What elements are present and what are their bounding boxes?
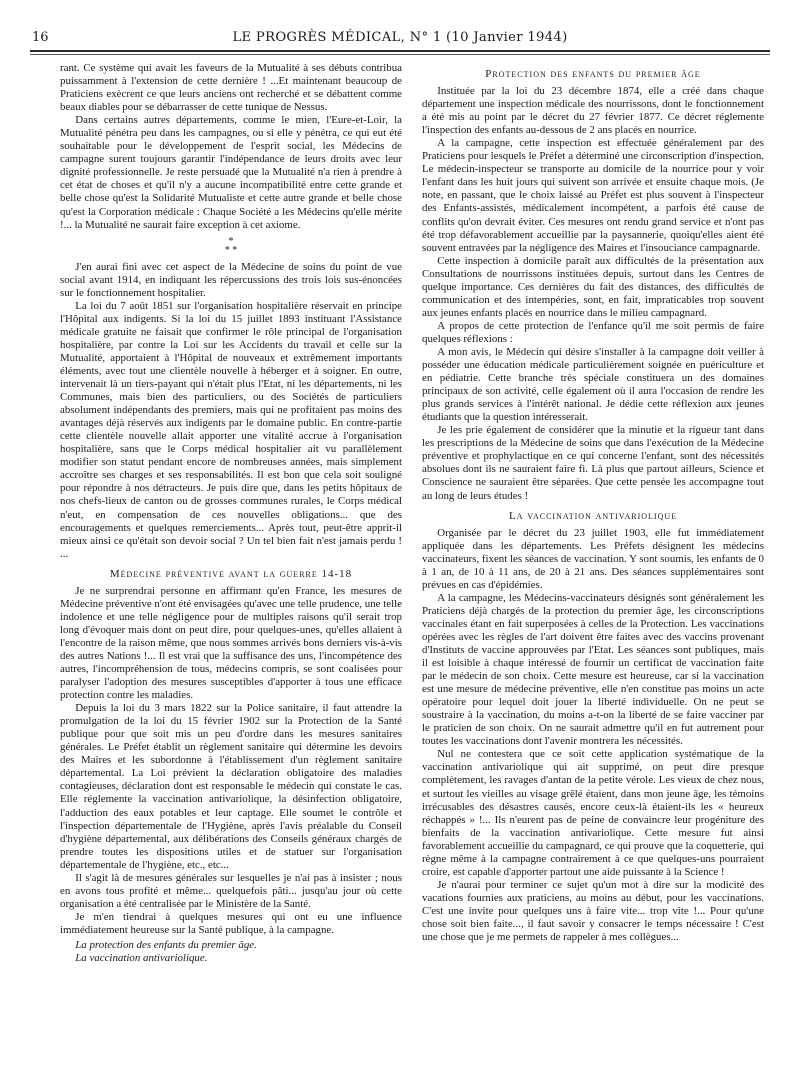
paragraph: A la campagne, cette inspection est effectuée généralement par des Praticiens pour lesquels le Préfet a déterminé une circonscription d'inspection. Le médecin-inspecteur se transporte au domicile de la nourrice pour y voir l'enfant dans les huit jours qui suivent son arrivée et ensuite chaque mois. (Je note, en passant, que le choix laissé au Préfet est plus souvent à l'inspecteur des Enfants-assistés, médicalement incompétent, a parfois été cause de conflits qu'on devrait éviter. Ces mesures ont rendu grand service et n'ont pas été trop défavorablement accueillie par la paysannerie, quoiqu'elles aient été souvent entravées par la négligence des Maires et l'insouciance campagnarde. (422, 137, 764, 254)
topic-item: La vaccination antivariolique. (75, 952, 208, 965)
paragraph: Cette inspection à domicile paraît aux difficultés de la présentation aux Consultations de nourrissons instituées depuis, surtout dans les Centres de quelque importance. Ces dernières du fait des distances, des difficultés de communication et des intempéries, sont, en fait, impraticables trop souvent aux jeunes enfants placés en nourrice dans le milieu campagnard. (422, 254, 764, 319)
paragraph: Instituée par la loi du 23 décembre 1874, elle a créé dans chaque département une inspection médicale des nourrissons, dont le fonctionnement a été mis au point par le décret du 27 février 1877. Ce décret réglemente l'inspection des enfants au-dessous de 2 ans placés en nourrice. (422, 85, 764, 137)
paragraph: Depuis la loi du 3 mars 1822 sur la Police sanitaire, il faut attendre la promulgation de la loi du 15 février 1902 sur la Protection de la Santé publique pour que soit mis un peu d'ordre dans les mesures sanitaires générales. Le Préfet établit un règlement sanitaire qui détermine les devoirs des Maires et les subordonne à l'établissement d'un règlement sanitaire départemental. La Loi prévient la déclaration obligatoire des maladies contagieuses, déclaration dont est responsable le médecin qui constate le cas. Elle réglemente la vaccination antivariolique, la désinfection obligatoire, l'adduction des eaux potables et leur captage. Elle soumet le contrôle et l'inspection départementale de l'Hygiène, après l'avis préalable du Conseil d'hygiène départemental, aux délibérations des Conseils généraux chargés de prendre toutes les dispositions utiles et de statuer sur l'organisation départementale de l'hygiène, etc., etc... (60, 702, 402, 871)
paragraph: rant. Ce système qui avait les faveurs de la Mutualité à ses débuts contribua puissamment à l'extension de cette dernière ! ...Et maintenant beaucoup de Praticiens exècrent ce que leurs anciens ont recherché et se débattent comme beaux diables pour se débarrasser de cette tunique de Nessus. (60, 62, 402, 114)
right-column (422, 62, 764, 1062)
page-header (30, 28, 770, 50)
paragraph: La loi du 7 août 1851 sur l'organisation hospitalière réservait en principe l'Hôpital aux indigents. Si la loi du 15 juillet 1893 instituant l'Assistance médicale gratuite ne faisait que confirmer le rôle principal de l'organisation hospitalière, par contre la Loi sur les Accidents du travail et celle sur la Mutualité, apportaient à l'Hôpital de nouveaux et extrêmement importants éléments, avec tout une clientèle nouvelle à héberger et à soigner. En outre, intervenait là un tiers-payant qui n'était plus l'Etat, ni les départements, ni les Communes, mais bien des particuliers, ou des Sociétés de particuliers absolument indépendants des premiers, mais qui ne profitaient pas moins des avantages déjà réservés aux indigents par le domaine public. En contre-partie cette clientèle nouvelle allait apporter une vitalité accrue à l'organisation hospitalière, sans que le Corps médical hospitalier ait vu parallèlement modifier son statut pendant encore de nombreuses années, mais simplement accroître ses charges et ses responsabilités. Il est bon que cela soit souligné pour répondre à nos détracteurs. Je puis dire que, dans les petits hôpitaux de nos chefs-lieux de canton ou de grosses communes rurales, le Corps médical n'eut, en compensation de ces nouvelles obligations... que des encouragements et quelques remerciements... Après tout, peut-être apprit-il mieux ainsi ce qu'était son devoir social ? Un tel bien fait n'est jamais perdu ! ... (60, 299, 402, 560)
left-column (60, 62, 402, 1062)
paragraph: Je n'aurai pour terminer ce sujet qu'un mot à dire sur la modicité des vacations fournies aux praticiens, au moins au début, pour les vaccinations. C'est une invite pour quelques uns à faire vite... trop vite !... Pour qu'une chose soit bien faite..., il faut savoir y consacrer le temps nécessaire ! C'est une chose que je me permets de rappeler à mes collègues... (422, 878, 764, 944)
running-title: LE PROGRÈS MÉDICAL, N° 1 (10 Janvier 1944) (232, 30, 568, 45)
paragraph: A la campagne, les Médecins-vaccinateurs désignés sont généralement les Praticiens déjà chargés de la protection du premier âge, les circonscriptions vaccinales étant en fait superposées à celles de la Protection. Les vaccinations opérées avec les règles de l'art doivent être faites avec des vaccins provenant d'Instituts de vaccine approuvées par l'Etat. Les séances sont publiques, mais il est loisible à chaque intéressé de fournir un certificat de vaccination faite par le médecin de son choix. Cette mesure est heureuse, car si la vaccination est une mesure de médecine préventive, elle n'en constitue pas moins un acte opératoire pour lequel doit jouer la liberté individuelle. On ne peut se soustraire à la vaccination, du moins a-t-on la liberté de se faire vacciner par le praticien de son choix. On ne saurait admettre qu'il en fut autrement pour toutes les vaccinations dont l'avenir montrera les nécessités. (422, 591, 764, 748)
paragraph: Organisée par le décret du 23 juillet 1903, elle fut immédiatement appliquée dans les départements. Les Préfets désignent les médecins vaccinateurs, fixent les séances de vaccination. Y sont soumis, les enfants de 0 à 1 an, de 10 à 11 ans, de 20 à 21 ans. Des séances supplémentaires sont prévues en cas d'épidémies. (422, 526, 764, 591)
paragraph: Je ne surprendrai personne en affirmant qu'en France, les mesures de Médecine préventive n'ont été envisagées qu'avec une telle prudence, une telle indolence et une telle négligence pour de multiples raisons qu'il serait trop long d'évoquer mais dont on peut dire, pour quelques-unes, qu'elles allaient à l'encontre de la raison même, que nous sommes arrivés bons derniers vis-à-vis des autres Nations !... Il est vrai que la suffisance des uns, l'incompétence des autres, l'incompréhension de tous, médecins compris, se sont coalisées pour paralyser l'adoption des mesures susceptibles d'apporter à tous une efficace protection contre les maladies. (60, 584, 402, 702)
header-rule (30, 50, 770, 52)
topic-list (60, 939, 402, 965)
section-title: Protection des enfants du premier âge (485, 68, 701, 80)
section-title: La vaccination antivariolique (508, 509, 678, 522)
header-rule-thin (30, 54, 770, 55)
paragraph: J'en aurai fini avec cet aspect de la Médecine de soins du point de vue social avant 1914, en indiquant les répercussions des trois lois sus-énoncées sur le fonctionnement hospitalier. (60, 260, 402, 299)
paragraph: Dans certains autres départements, comme le mien, l'Eure-et-Loir, la Mutualité pénétra peu dans les campagnes, ou si elle y pénétra, ce qui eut été souhaitable pour le développement de l'esprit social, les Médecins de campagne surent toujours garantir l'indépendance de leurs droits avec leur dignité professionnelle. Je reste persuadé que la Mutualité n'a rien à prendre à cet état de choses et qu'il n'y a aucune incompatibilité entre cette grande et belle chose qu'est la Solidarité Mutualiste et cette autre grande et belle chose qu'est la Corporation médicale : Chaque Société a les Médecins qu'elle mérite !... la Mutualité ne saurait faire exception à cet axiome. (60, 114, 402, 231)
paragraph: A propos de cette protection de l'enfance qu'il me soit permis de faire quelques réflexions : (422, 319, 764, 345)
topic-item: La protection des enfants du premier âge. (75, 939, 257, 951)
page-number: 16 (32, 30, 49, 45)
paragraph: Nul ne contestera que ce soit cette application systématique de la vaccination antivariolique qui ait supprimé, on peut dire presque complètement, les ravages d'antan de la petite vérole. Les vieux de chez nous, et surtout les vieilles au visage grêlé étaient, dans mon jeune âge, les témoins irrécusables des désastres causés, encore ceux-là étaient-ils les « heureux réchappés » !... Ils n'eurent pas de peine de convaincre leur progéniture des bienfaits de la vaccination antivariolique. Cette mesure fut ainsi favorablement accueillie du campagnard, ce qui prouve que la coquetterie, qui règne même à la campagne contrairement à ce que quelques-uns pourraient croire, est capable d'apporter partout une aide puissante à la Science ! (422, 748, 764, 878)
section-title: Médecine préventive avant la guerre 14-18 (109, 567, 353, 580)
paragraph: A mon avis, le Médecin qui désire s'installer à la campagne doit veiller à posséder une éducation médicale particulièrement soignée en puériculture et en pédiatrie. Cette branche très spéciale constituera un des domaines principaux de son activité, celle également où il aura l'occasion de rendre les plus grands services à l'intérêt national. Je dédie cette réflexion aux jeunes étudiants que la question intéresserait. (422, 345, 764, 424)
paragraph: Il s'agit là de mesures générales sur lesquelles je n'ai pas à insister ; nous en avons tous profité et même... quelquefois pâti... jusqu'au jour où cette organisation a été centralisée par le Ministère de la Santé. (60, 871, 402, 910)
paragraph: Je les prie également de considérer que la minutie et la rigueur tant dans les prescriptions de la Médecine de soins que dans l'exécution de la Médecine préventive et prophylactique en ce qui concerne l'enfant, sont des nécessités absolues dont ils ne sauraient faire fi. Là plus que partout ailleurs, Science et Conscience ne sauraient être séparées. Que cette pensée les accompagne tout au long de leurs études ! (422, 424, 764, 502)
section-separator: * * * (224, 235, 238, 256)
paragraph: Je m'en tiendrai à quelques mesures qui ont eu une influence immédiatement heureuse sur la Santé publique, à la campagne. (60, 910, 402, 936)
